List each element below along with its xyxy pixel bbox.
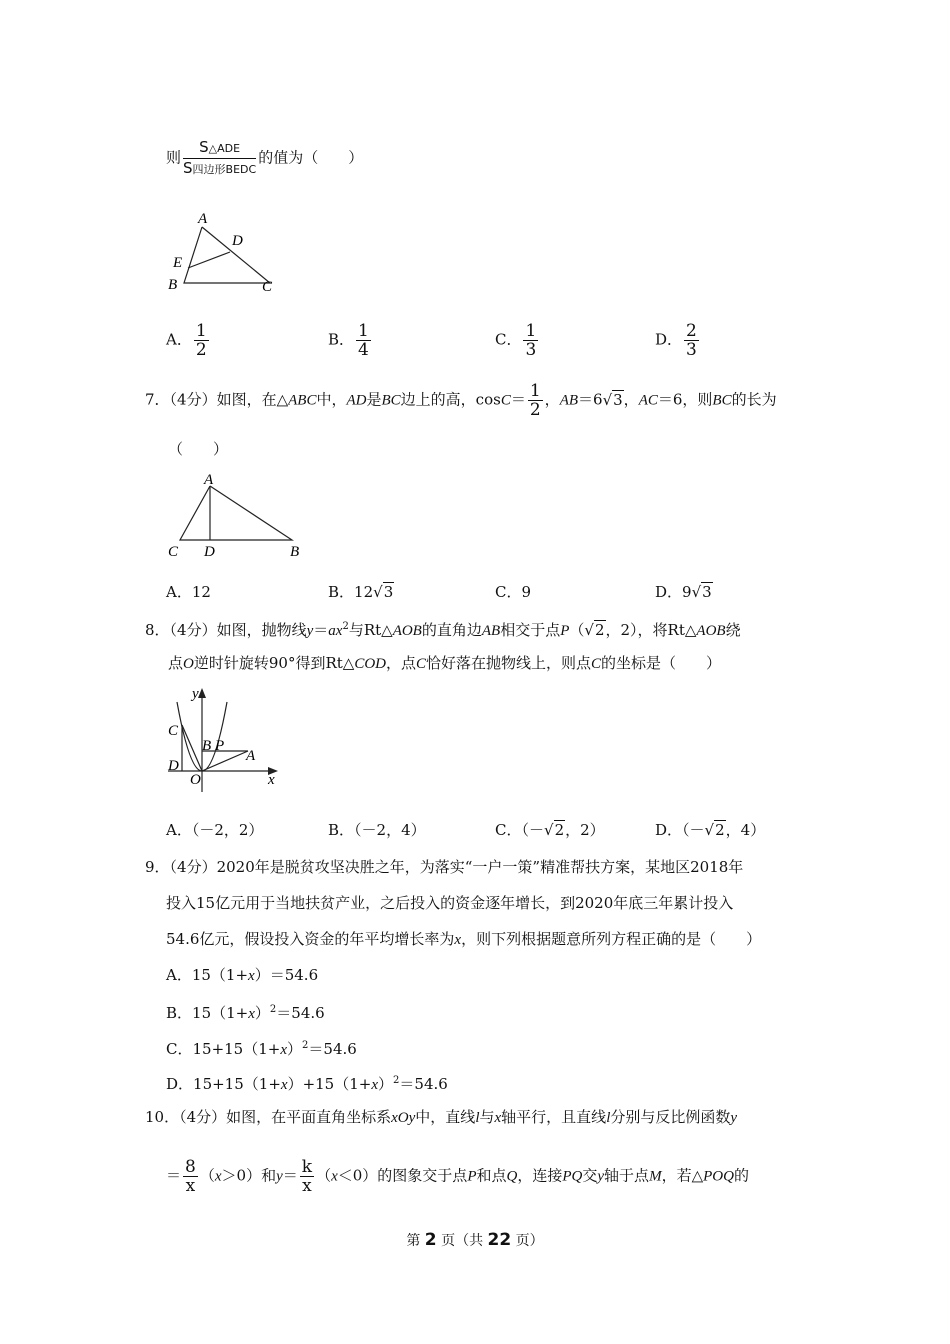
graphic: [202, 751, 248, 771]
text: D．: [655, 330, 683, 349]
text: √3: [691, 583, 712, 601]
text: 的坐标是（ ）: [601, 654, 722, 672]
text: 2: [342, 621, 349, 632]
text: 3: [383, 583, 394, 601]
text: 页（共: [441, 1233, 484, 1249]
label-a: A: [246, 748, 256, 764]
q9-stem-line2: 投入15亿元用于当地扶贫产业，之后投入的资金逐年增长，到2020年底三年累计投入: [166, 894, 734, 912]
text: 54.6亿元，假设投入资金的年平均增长率为: [166, 930, 455, 948]
label-x: x: [268, 772, 275, 788]
text: ，2），将Rt△: [605, 621, 697, 639]
text: 2: [686, 321, 697, 341]
text: ，若△: [661, 1166, 704, 1185]
text: ）+15（1+: [287, 1075, 372, 1093]
text: 2: [715, 821, 725, 839]
text: ＝54.6: [399, 1075, 448, 1093]
text: ，则下列根据题意所列方程正确的是（ ）: [461, 930, 762, 948]
text: ，点: [385, 654, 416, 672]
graphic: [184, 227, 270, 283]
text: 1: [529, 381, 541, 401]
text: C．: [495, 330, 522, 349]
text: 2: [195, 340, 207, 360]
text: 页）: [515, 1233, 544, 1249]
text: ）: [254, 1004, 270, 1022]
text: ＜0）的图象交于点: [337, 1166, 468, 1185]
text: ）: [287, 1040, 303, 1058]
page-number: 2: [424, 1230, 437, 1250]
text: AD: [346, 392, 367, 409]
text: C．: [495, 821, 522, 839]
text: D．: [166, 1075, 194, 1093]
text: △ADE: [208, 142, 241, 155]
text: x: [248, 968, 255, 984]
text: （: [569, 621, 585, 639]
option-b[interactable]: [328, 582, 394, 602]
text: 12: [354, 583, 374, 601]
option-c[interactable]: [495, 322, 540, 359]
q9-stem-line3: [166, 929, 761, 950]
text: （－2，2）: [191, 821, 264, 839]
q8-stem-line1: [145, 617, 741, 641]
text: AB: [559, 392, 579, 409]
text: ＝6: [578, 390, 603, 409]
option-d[interactable]: [655, 582, 713, 602]
text: 与Rt△: [348, 621, 393, 639]
text: 中，: [316, 390, 347, 409]
q10-stem-line1: [145, 1107, 737, 1128]
text: [183, 138, 256, 159]
text: [183, 1158, 198, 1195]
text: C．: [495, 583, 522, 601]
text: x: [454, 932, 462, 948]
text: y: [597, 1168, 605, 1185]
text: 4: [358, 340, 369, 360]
text: 15（1+: [192, 1004, 249, 1022]
text: 15+15（1+: [193, 1075, 281, 1093]
text: M: [649, 1168, 662, 1185]
text: 8: [185, 1157, 196, 1177]
text: 9: [682, 583, 692, 601]
text: 与: [479, 1108, 495, 1126]
text: P: [467, 1168, 477, 1185]
text: k: [301, 1157, 313, 1177]
label-p: P: [215, 738, 225, 754]
label-a: A: [204, 472, 214, 488]
text: ＝54.6: [276, 1004, 325, 1022]
text: C．: [166, 1040, 193, 1058]
text: 第: [406, 1233, 421, 1249]
text: A．: [166, 583, 192, 601]
text: √2: [704, 821, 725, 839]
option-a[interactable]: [166, 820, 263, 840]
graphic: [180, 486, 292, 540]
text: 2: [393, 1075, 400, 1086]
text: √3: [373, 583, 394, 601]
text: 1: [195, 321, 207, 341]
label-b: B: [202, 738, 212, 754]
text: D．: [655, 821, 683, 839]
option-c[interactable]: [166, 1036, 357, 1060]
text: 绕: [725, 621, 741, 639]
text: √2: [544, 821, 565, 839]
text: 是: [366, 390, 382, 409]
text: 分别与反比例函数: [610, 1108, 731, 1126]
text: x: [280, 1042, 288, 1058]
text: 2: [269, 1004, 277, 1015]
text: ）＝54.6: [254, 966, 319, 984]
text: 点: [168, 654, 184, 672]
text: （－: [682, 821, 705, 839]
graphic: [188, 252, 230, 268]
option-a[interactable]: [166, 582, 211, 602]
text: B．: [166, 1004, 193, 1022]
label-b: B: [290, 544, 300, 560]
label-d: D: [168, 758, 179, 774]
text: S: [183, 159, 193, 177]
text: x: [214, 1168, 222, 1185]
text: A．: [166, 821, 192, 839]
text: 8．（4分）如图，抛物线: [145, 621, 307, 639]
text: （: [199, 1166, 215, 1185]
text: COD: [354, 656, 386, 672]
text: AB: [481, 623, 501, 639]
text: x: [248, 1006, 255, 1022]
text: C: [416, 656, 427, 672]
label-b: B: [168, 277, 178, 293]
text: √3: [602, 390, 623, 409]
text: x: [494, 1110, 502, 1126]
text: ax: [328, 623, 343, 639]
label-c: C: [262, 279, 273, 295]
text: xOy: [391, 1110, 416, 1126]
text: （－: [521, 821, 544, 839]
text: 轴平行，且直线: [501, 1108, 607, 1126]
text: x: [280, 1077, 288, 1093]
option-b[interactable]: [328, 820, 426, 840]
option-c[interactable]: [495, 820, 605, 840]
text: 1: [358, 321, 369, 341]
text: [183, 159, 256, 179]
text: ABC: [288, 392, 317, 409]
text: 3: [525, 340, 537, 360]
text: S: [199, 138, 209, 156]
text: ，: [544, 390, 560, 409]
text: x: [331, 1168, 338, 1185]
text: AOB: [696, 623, 726, 639]
q7-triangle-figure: [160, 470, 310, 565]
text: B．: [328, 330, 355, 349]
text: [523, 322, 538, 359]
label-c: C: [168, 544, 179, 560]
text: BC: [381, 392, 401, 409]
text: 2: [302, 1040, 309, 1051]
text: A．: [166, 966, 192, 984]
label-d: D: [232, 233, 243, 249]
text: 1: [525, 321, 537, 341]
text: 四边形BEDC: [192, 163, 257, 176]
text: P: [560, 623, 570, 639]
text: ，2）: [565, 821, 605, 839]
graphic: [182, 725, 202, 771]
text: ，4）: [725, 821, 766, 839]
text: Q: [506, 1168, 518, 1185]
text: BC: [712, 392, 732, 409]
text: 2: [529, 400, 541, 420]
text: 恰好落在抛物线上，则点: [426, 654, 592, 672]
option-d[interactable]: [655, 322, 701, 359]
text: y: [306, 623, 314, 639]
text: l: [606, 1110, 611, 1126]
text: 相交于点: [500, 621, 561, 639]
text: x: [371, 1077, 379, 1093]
text: 15+15（1+: [192, 1040, 281, 1058]
label-e: E: [173, 255, 183, 271]
text: A．: [166, 330, 192, 349]
text: 轴于点: [604, 1166, 650, 1185]
text: 9: [521, 583, 532, 601]
text: 的值为（ ）: [258, 148, 364, 167]
text: C: [500, 392, 511, 409]
text: l: [475, 1110, 480, 1126]
text: POQ: [703, 1168, 734, 1185]
text: ＝6，则: [657, 390, 713, 409]
text: PQ: [562, 1168, 583, 1185]
text: ＝54.6: [308, 1040, 357, 1058]
text: 2: [594, 621, 605, 639]
text: 3: [686, 340, 697, 360]
option-d[interactable]: [166, 1071, 448, 1095]
option-b[interactable]: [166, 1000, 325, 1024]
text: B．: [328, 583, 355, 601]
text: ＝: [282, 1166, 298, 1185]
label-y: y: [192, 686, 199, 702]
text: ，连接: [517, 1166, 563, 1185]
total-pages: 22: [487, 1230, 512, 1250]
q10-stem-line2: [166, 1158, 749, 1195]
text: 边上的高，cos: [400, 390, 501, 409]
q7-stem: [145, 382, 777, 419]
text: 3: [613, 390, 623, 409]
text: AOB: [392, 623, 422, 639]
text: [528, 382, 543, 419]
option-a[interactable]: [166, 965, 318, 986]
text: 10．（4分）如图，在平面直角坐标系: [145, 1108, 392, 1126]
text: ）: [378, 1075, 394, 1093]
text: 逆时针旋转90°得到Rt△: [193, 654, 355, 672]
text: 交: [582, 1166, 598, 1185]
q8-stem-line2: [168, 653, 721, 674]
page-footer: [0, 1230, 950, 1251]
text: √2: [584, 621, 605, 639]
option-b[interactable]: [328, 322, 373, 359]
option-a[interactable]: [166, 322, 211, 359]
text: ＞0）和: [221, 1166, 277, 1185]
text: （: [316, 1166, 332, 1185]
text: [300, 1158, 314, 1195]
text: [684, 322, 699, 359]
text: ＝: [313, 621, 329, 639]
text: y: [730, 1110, 738, 1126]
text: y: [276, 1168, 283, 1185]
text: B．: [328, 821, 355, 839]
option-d[interactable]: [655, 820, 765, 840]
q9-stem-line1: 9．（4分）2020年是脱贫攻坚决胜之年，为落实“一户一策”精准帮扶方案，某地区2018年: [145, 858, 744, 876]
text: [356, 322, 371, 359]
text: 的直角边: [421, 621, 482, 639]
text: D．: [655, 583, 683, 601]
option-c[interactable]: [495, 582, 531, 602]
label-o: O: [190, 772, 201, 788]
text: 和点: [476, 1166, 507, 1185]
text: 2: [554, 821, 565, 839]
text: 的: [733, 1166, 749, 1185]
label-c: C: [168, 723, 179, 739]
q6-triangle-figure: [160, 205, 290, 300]
text: ＝: [510, 390, 526, 409]
answer-blank: （ ）: [168, 440, 229, 458]
text: [194, 322, 209, 359]
text: 中，直线: [415, 1108, 476, 1126]
text: 3: [702, 583, 712, 601]
text: （－2，4）: [354, 821, 426, 839]
text: 7．（4分）如图，在△: [145, 390, 289, 409]
q8-parabola-figure: [160, 680, 290, 800]
graphic: [198, 688, 206, 698]
text: x: [185, 1176, 196, 1196]
text: 则: [166, 148, 182, 167]
text: O: [183, 656, 194, 672]
label-d: D: [204, 544, 215, 560]
text: AC: [638, 392, 658, 409]
q6-prompt: [166, 138, 363, 179]
text: 的长为: [731, 390, 777, 409]
area-ratio-fraction: [183, 138, 256, 179]
label-a: A: [198, 211, 208, 227]
text: ，: [623, 390, 639, 409]
text: 12: [191, 583, 211, 601]
text: 15（1+: [191, 966, 249, 984]
text: C: [591, 656, 602, 672]
text: x: [302, 1176, 312, 1196]
text: ＝: [166, 1166, 182, 1185]
